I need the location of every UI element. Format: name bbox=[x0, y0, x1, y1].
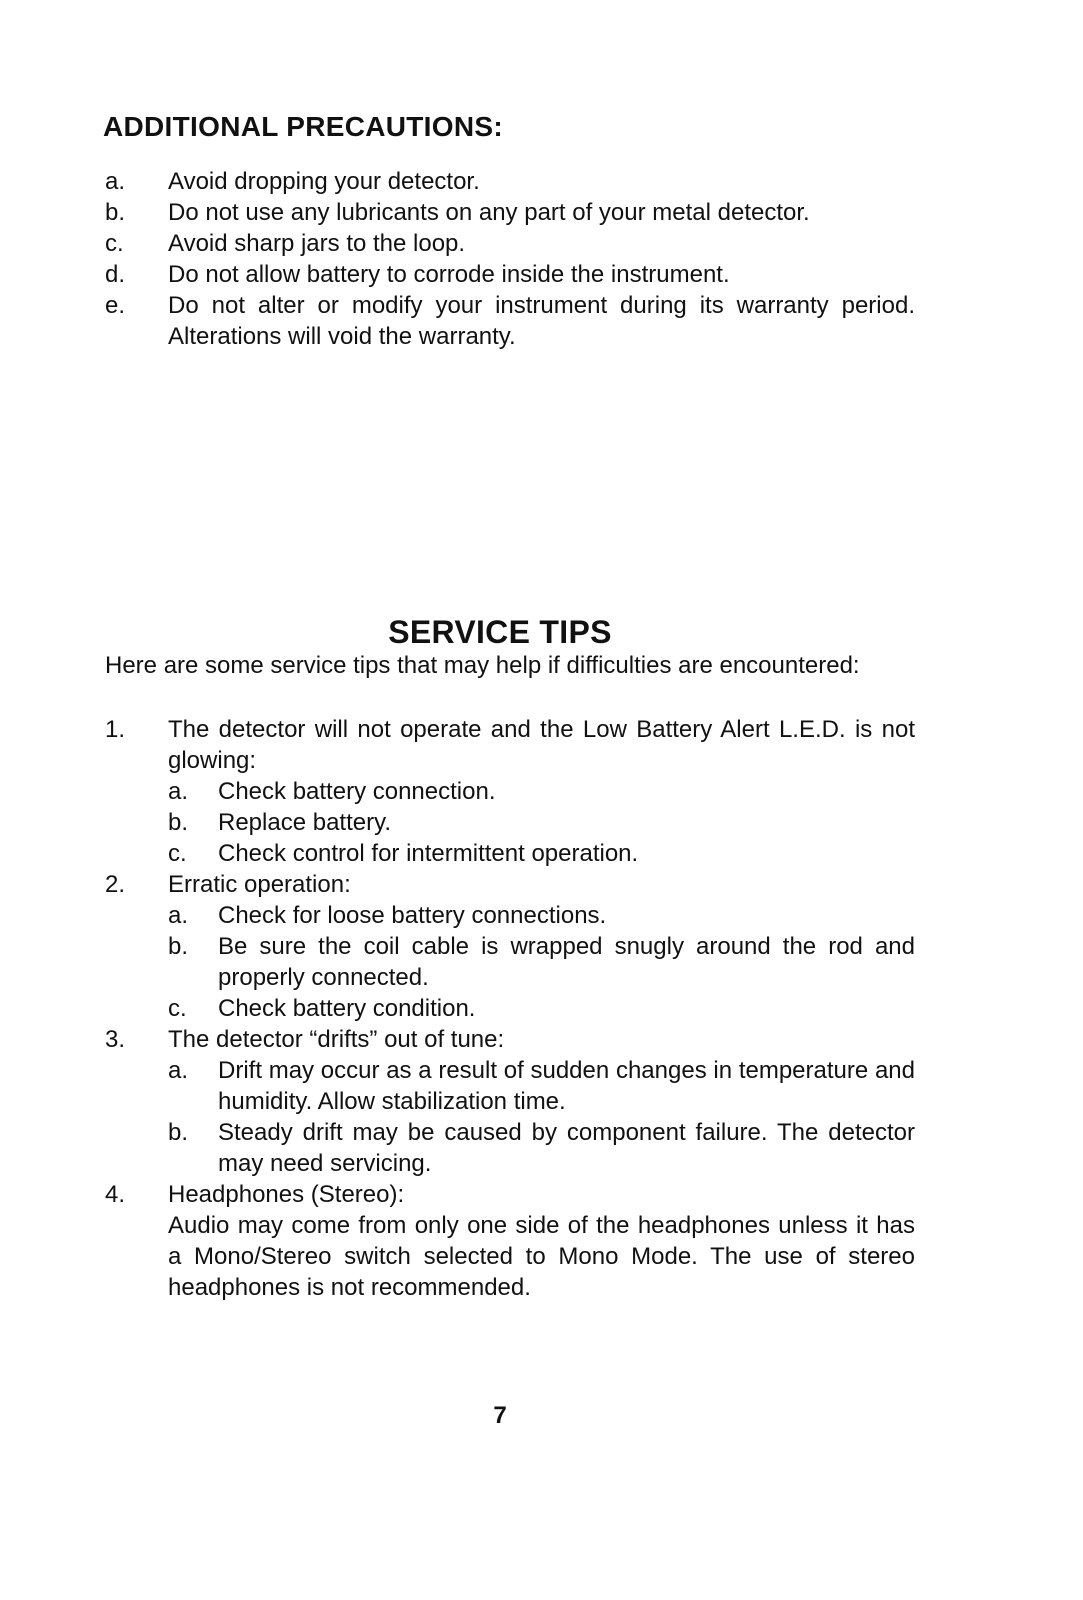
tip-text: Erratic operation: bbox=[168, 871, 351, 898]
page-number: 7 bbox=[493, 1402, 507, 1429]
tip-sub-list bbox=[168, 1055, 915, 1179]
service-tips-list bbox=[105, 714, 915, 1303]
item-marker: d. bbox=[105, 261, 126, 288]
item-text: Do not use any lubricants on any part of your metal detector. bbox=[168, 199, 810, 226]
sub-item bbox=[168, 776, 915, 807]
tip-marker: 1. bbox=[105, 716, 126, 743]
precautions-list bbox=[105, 166, 915, 352]
sub-marker: c. bbox=[168, 995, 187, 1022]
precautions-heading: ADDITIONAL PRECAUTIONS: bbox=[103, 111, 503, 142]
tip-item bbox=[105, 714, 915, 869]
sub-item bbox=[168, 1055, 915, 1117]
tip-item bbox=[105, 1024, 915, 1179]
sub-marker: b. bbox=[168, 809, 189, 836]
tip-note: Audio may come from only one side of the headphones unless it has a Mono/Stereo switch selected to Mono Mode. The use of stereo headphones is not recommended. bbox=[168, 1212, 915, 1301]
tip-sub-list bbox=[168, 776, 915, 869]
sub-text: Be sure the coil cable is wrapped snugly around the rod and properly connected. bbox=[218, 933, 915, 991]
sub-text: Check control for intermittent operation. bbox=[218, 840, 639, 867]
tip-item bbox=[105, 869, 915, 1024]
precaution-item bbox=[105, 166, 915, 197]
sub-marker: a. bbox=[168, 1057, 189, 1084]
sub-marker: c. bbox=[168, 840, 187, 867]
item-text: Avoid dropping your detector. bbox=[168, 168, 480, 195]
service-intro: Here are some service tips that may help if difficulties are encountered: bbox=[105, 652, 860, 679]
item-text: Do not alter or modify your instrument during its warranty period. Alterations will void the warranty. bbox=[168, 292, 915, 350]
sub-marker: a. bbox=[168, 778, 189, 805]
precaution-item bbox=[105, 197, 915, 228]
tip-text: The detector will not operate and the Low Battery Alert L.E.D. is not glowing: bbox=[168, 716, 915, 774]
item-marker: a. bbox=[105, 168, 126, 195]
sub-text: Steady drift may be caused by component failure. The detector may need servicing. bbox=[218, 1119, 915, 1177]
sub-item bbox=[168, 838, 915, 869]
tip-marker: 3. bbox=[105, 1026, 126, 1053]
sub-item bbox=[168, 931, 915, 993]
item-text: Avoid sharp jars to the loop. bbox=[168, 230, 466, 257]
sub-item bbox=[168, 1117, 915, 1179]
item-marker: c. bbox=[105, 230, 124, 257]
tip-marker: 4. bbox=[105, 1181, 126, 1208]
tip-marker: 2. bbox=[105, 871, 126, 898]
precaution-item bbox=[105, 259, 915, 290]
item-marker: b. bbox=[105, 199, 126, 226]
sub-text: Check for loose battery connections. bbox=[218, 902, 607, 929]
tip-item bbox=[105, 1179, 915, 1303]
item-text: Do not allow battery to corrode inside the instrument. bbox=[168, 261, 730, 288]
sub-item bbox=[168, 807, 915, 838]
sub-text: Check battery condition. bbox=[218, 995, 476, 1022]
tip-text: Headphones (Stereo): bbox=[168, 1181, 405, 1208]
item-marker: e. bbox=[105, 292, 126, 319]
sub-text: Replace battery. bbox=[218, 809, 391, 836]
sub-text: Drift may occur as a result of sudden changes in temperature and humidity. Allow stabilization time. bbox=[218, 1057, 915, 1115]
sub-item bbox=[168, 900, 915, 931]
sub-marker: b. bbox=[168, 1119, 189, 1146]
sub-text: Check battery connection. bbox=[218, 778, 496, 805]
sub-marker: b. bbox=[168, 933, 189, 960]
tip-text: The detector “drifts” out of tune: bbox=[168, 1026, 505, 1053]
tip-sub-list bbox=[168, 900, 915, 1024]
service-tips-heading: SERVICE TIPS bbox=[388, 614, 612, 650]
sub-item bbox=[168, 993, 915, 1024]
precaution-item bbox=[105, 228, 915, 259]
precaution-item bbox=[105, 290, 915, 352]
sub-marker: a. bbox=[168, 902, 189, 929]
